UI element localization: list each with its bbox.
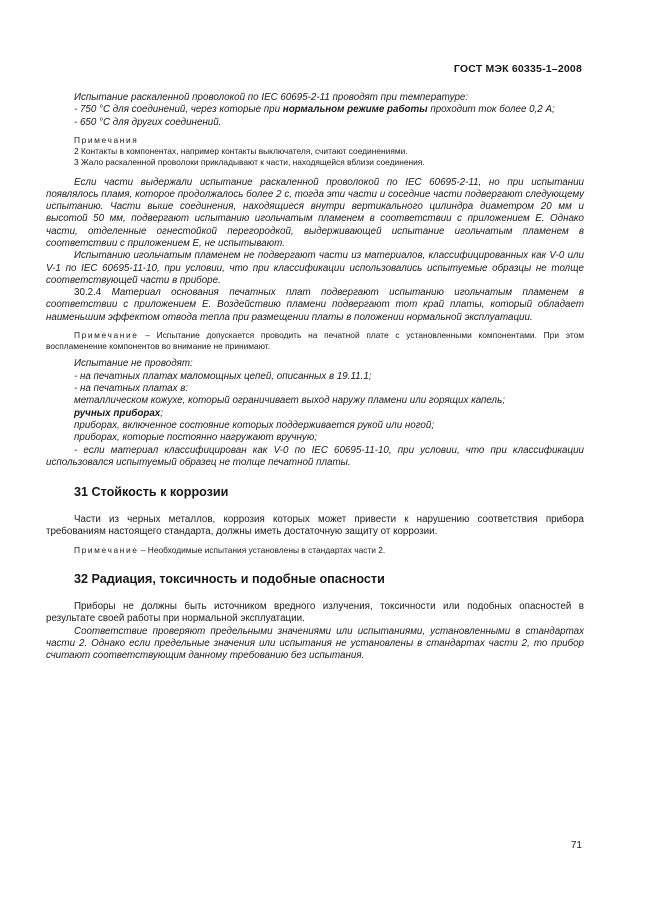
page-content (46, 92, 584, 662)
clause-number: 30.2.4 (74, 287, 102, 299)
list-item: приборах, которые постоянно нагружают вручную; (74, 432, 317, 444)
note-label: Примечание (74, 330, 139, 341)
note-item: 2 Контакты в компонентах, например контакты выключателя, считают соединениями. (74, 146, 408, 157)
page-number: 71 (570, 840, 582, 851)
paragraph: Если части выдержали испытание раскаленной проволокой по IEC 60695-2-11, но при испытании появлялось пламя, которое продолжалось более 2 с, тогда эти части и соседние части подвергают следующему испытанию. Части выше соединения, находящиеся внутри вертикального цилиндра диаметром 20 мм и высотой 50 мм, подвергают испытанию игольчатым пламенем в соответствии с приложением Е. Однако части, отделенные огнестойкой перегородкой, выдерживающей испытание игольчатым пламенем в соответствии с приложением Е, не испытывают. (46, 176, 584, 249)
note (46, 545, 584, 556)
standard-header: ГОСТ МЭК 60335-1–2008 (453, 63, 582, 75)
note-text: – Испытание допускается проводить на печатной плате с установленными компонентами. При этом воспламенение компонентов во внимание не принимают. (46, 330, 584, 352)
bold-term: нормальном режиме работы (282, 104, 428, 116)
list-item: - если материал классифицирован как V-0 по IEC 60695-11-10, при условии, что при классификации использовался испытуемый образец не толще печатной платы. (46, 444, 584, 468)
paragraph (46, 104, 584, 116)
text-run: - 750 °С для соединений, через которые при (74, 104, 283, 116)
section-heading: 32 Радиация, токсичность и подобные опасности (74, 571, 385, 586)
note-title: Примечания (74, 134, 139, 145)
note (46, 330, 584, 352)
bold-term: ручных приборах (74, 407, 161, 419)
paragraph: Испытание раскаленной проволокой по IEC 60695-2-11 проводят при температуре: (74, 92, 469, 103)
note-item: 3 Жало раскаленной проволоки прикладывают к части, находящейся вблизи соединения. (74, 157, 425, 168)
section-heading: 31 Стойкость к коррозии (74, 485, 229, 500)
paragraph: - 650 °С для других соединений. (74, 116, 222, 128)
list-item: приборах, включенное состояние которых поддерживается рукой или ногой; (74, 419, 435, 431)
text-run: проходит ток более 0,2 А; (427, 104, 555, 116)
text-run: ; (160, 407, 163, 419)
list-item: Испытание не проводят: (74, 358, 193, 370)
paragraph (46, 287, 584, 324)
note-label: Примечание (74, 544, 139, 555)
list-item (46, 408, 584, 420)
list-item: - на печатных платах в: (74, 383, 189, 395)
paragraph: Испытанию игольчатым пламенем не подвергают части из материалов, классифицированных как V-0 или V-1 по IEC 60695-11-10, при условии, что при классификации использовались испытуемые образцы не толще соответствующей части в приборе. (46, 250, 584, 286)
paragraph: Приборы не должны быть источником вредного излучения, токсичности или подобных опасностей в результате своей работы при нормальной эксплуатации. (46, 600, 584, 625)
list-item: - на печатных платах маломощных цепей, описанных в 19.11.1; (74, 370, 372, 382)
text-run: Материал основания печатных плат подвергают испытанию игольчатым пламенем в соответствии с приложением Е. Воздействию пламени подвергают тот край платы, который обладает наименьшим эффектом отвода тепла при размещении платы в положении нормальной эксплуатации. (46, 287, 584, 323)
note-text: – Необходимые испытания установлены в стандартах части 2. (138, 544, 386, 555)
list-item: металлическом кожухе, который ограничивает выход наружу пламени или горящих капель; (74, 395, 505, 407)
paragraph: Части из черных металлов, коррозия которых может привести к нарушению соответствия прибора требованиям настоящего стандарта, должны иметь достаточную защиту от коррозии. (46, 514, 584, 538)
paragraph: Соответствие проверяют предельными значениями или испытаниями, установленными в стандартах части 2. Однако если предельные значения или испытания не установлены в стандартах части 2, то прибор считают соответствующим данному требованию без испытания. (46, 625, 584, 662)
